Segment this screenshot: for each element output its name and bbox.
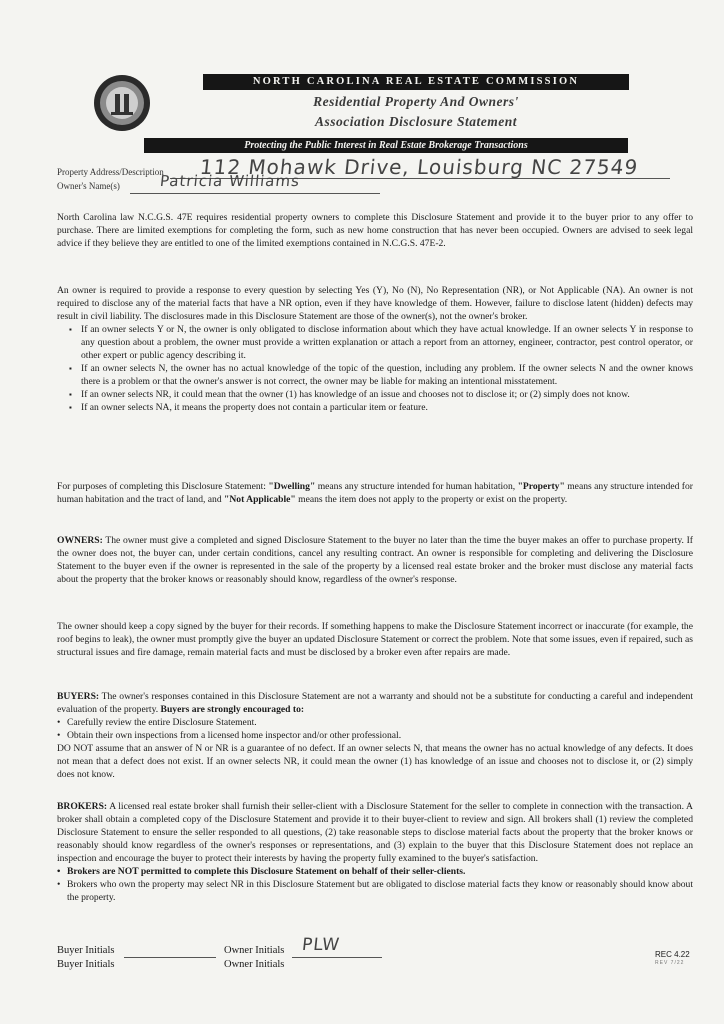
- buyers-note: DO NOT assume that an answer of N or NR is a guarantee of no defect. If an owner selects N, that means the owner has no actual knowledge of any defects. It does not mean that a defect does not exist. If an owner selects NR, it could mean the owner (1) has knowledge of an issue and chooses not to disclose it, or (2) simply does not know.: [57, 743, 693, 780]
- owner-name-label: Owner's Name(s): [57, 181, 120, 191]
- brokers-section: [57, 800, 693, 904]
- def-property: "Property": [517, 481, 565, 492]
- law-text: North Carolina law N.C.G.S. 47E requires residential property owners to complete this Disclosure Statement and provide it to the buyer prior to any offer to purchase. There are limited exemptions for completing the form, such as new home construction that has never been occupied. Owners are advised to seek legal advice if they believe they are entitled to one of the limited exemptions contained in N.C.G.S. 47E-2.: [57, 212, 693, 249]
- copy-paragraph: [57, 620, 693, 659]
- law-paragraph: [57, 211, 693, 250]
- form-revision: REV 7/22: [655, 960, 685, 966]
- property-address-label: Property Address/Description: [57, 167, 164, 177]
- owners-text: The owner must give a completed and signed Disclosure Statement to the buyer no later than the time the buyer makes an offer to purchase property. If the owner does not, the buyer can, under certain conditions, cancel any resulting contract. An owner is responsible for completing and delivering the Disclosure Statement to the buyer even if the owner is represented in the sale of the property by a licensed real estate broker and the broker must disclose any material facts about the property that the broker knows or reasonably should know, regardless of the owner's response.: [57, 535, 693, 585]
- buyers-encouraged: Buyers are strongly encouraged to:: [160, 704, 305, 715]
- brokers-text: A licensed real estate broker shall furnish their seller-client with a Disclosure Statement for the seller to complete in connection with the transaction. A broker shall obtain a completed copy of the Disclosure Statement and provide it to their buyer-client to review and sign. All brokers shall (1) review the completed Disclosure Statement to ensure the seller responded to all questions, (2) take reasonable steps to disclose material facts about the property that the broker knows or reasonably should know regardless of the owner's responses or representations, and (3) explain to the buyer that this Disclosure Statement does not replace an inspection and encourage the buyer to protect their interests by having the property fully examined to the buyer's satisfaction.: [57, 801, 693, 864]
- brokers-heading: BROKERS:: [57, 801, 108, 812]
- buyers-heading: BUYERS:: [57, 691, 100, 702]
- form-code: REC 4.22: [655, 950, 690, 959]
- list-item: ▪ If an owner selects Y or N, the owner is only obligated to disclose information about which they have actual knowledge. If an owner selects Y in response to any question about a problem, the owner must provide a written explanation or attach a report from an attorney, engineer, contractor, pest control operator, or other expert or public agency describing it.: [57, 323, 693, 362]
- nc-state-seal-icon: [93, 74, 151, 132]
- intro-section: [57, 284, 693, 414]
- def-dwelling: "Dwelling": [268, 481, 316, 492]
- form-title-line1: Residential Property And Owners': [313, 94, 519, 109]
- owner-name-field[interactable]: Patricia Williams: [159, 172, 301, 190]
- buyer-initials-field-1[interactable]: [124, 957, 216, 958]
- buyers-list: [57, 716, 693, 742]
- buyer-initials-label-2: Buyer Initials: [57, 959, 115, 970]
- owner-initials-field-1[interactable]: [292, 957, 382, 958]
- list-item: • Brokers who own the property may select NR in this Disclosure Statement but are obligated to disclose material facts they know or reasonably should know about the property.: [57, 878, 693, 904]
- tagline-banner: Protecting the Public Interest in Real Estate Brokerage Transactions: [144, 138, 628, 153]
- def-mid1: means any structure intended for human habitation,: [315, 481, 518, 492]
- brokers-list: [57, 865, 693, 904]
- owner-initials-label-1: Owner Initials: [224, 945, 285, 956]
- copy-text: The owner should keep a copy signed by the buyer for their records. If something happens to make the Disclosure Statement incorrect or inaccurate (for example, the roof begins to leak), the owner must promptly give the buyer an updated Disclosure Statement or correct the problem. Note that some issues, even if repaired, such as structural issues and fire damage, remain material facts and must be disclosed by a broker even after repairs are made.: [57, 621, 693, 658]
- list-item: ▪ If an owner selects NA, it means the property does not contain a particular item or feature.: [57, 401, 693, 414]
- list-item: ▪ If an owner selects N, the owner has no actual knowledge of the topic of the question, including any problem. If the owner selects N and the owner knows there is a problem or that the owner's answer is not correct, the owner may be liable for making an intentional misstatement.: [57, 362, 693, 388]
- list-item: • Brokers are NOT permitted to complete this Disclosure Statement on behalf of their seller-clients.: [57, 865, 693, 878]
- owner-initials-label-2: Owner Initials: [224, 959, 285, 970]
- property-address-field[interactable]: 112 Mohawk Drive, Louisburg NC 27549: [198, 155, 640, 179]
- response-options-list: [57, 323, 693, 414]
- definitions-paragraph: [57, 480, 693, 506]
- owner-line: [130, 193, 380, 194]
- list-item: • Obtain their own inspections from a licensed home inspector and/or other professional.: [57, 729, 693, 742]
- def-not-applicable: "Not Applicable": [224, 494, 296, 505]
- owners-paragraph: [57, 534, 693, 586]
- buyers-text: The owner's responses contained in this Disclosure Statement are not a warranty and should not be a substitute for conducting a careful and independent evaluation of the property.: [57, 691, 693, 715]
- def-end: means the item does not apply to the property or exist on the property.: [295, 494, 568, 505]
- intro-text: An owner is required to provide a response to every question by selecting Yes (Y), No (N), No Representation (NR), or Not Applicable (NA). An owner is not required to disclose any of the material facts that have a NR option, even if they have knowledge of them. However, failure to disclose latent (hidden) defects may result in civil liability. The disclosures made in this Disclosure Statement are those of the owner(s), not the owner's broker.: [57, 285, 693, 322]
- def-mid2: means any structure intended for human habitation and the tract of land, and: [57, 481, 693, 505]
- list-item: ▪ If an owner selects NR, it could mean that the owner (1) has knowledge of an issue and chooses not to disclose it; or (2) simply does not know.: [57, 388, 693, 401]
- list-item: • Carefully review the entire Disclosure Statement.: [57, 716, 693, 729]
- owners-heading: OWNERS:: [57, 535, 103, 546]
- owner-initials-value[interactable]: PLW: [300, 935, 342, 955]
- commission-banner: NORTH CAROLINA REAL ESTATE COMMISSION: [203, 74, 629, 90]
- def-pre: For purposes of completing this Disclosure Statement:: [57, 481, 269, 492]
- form-title-line2: Association Disclosure Statement: [314, 114, 518, 129]
- buyers-section: [57, 690, 693, 781]
- buyer-initials-label-1: Buyer Initials: [57, 945, 115, 956]
